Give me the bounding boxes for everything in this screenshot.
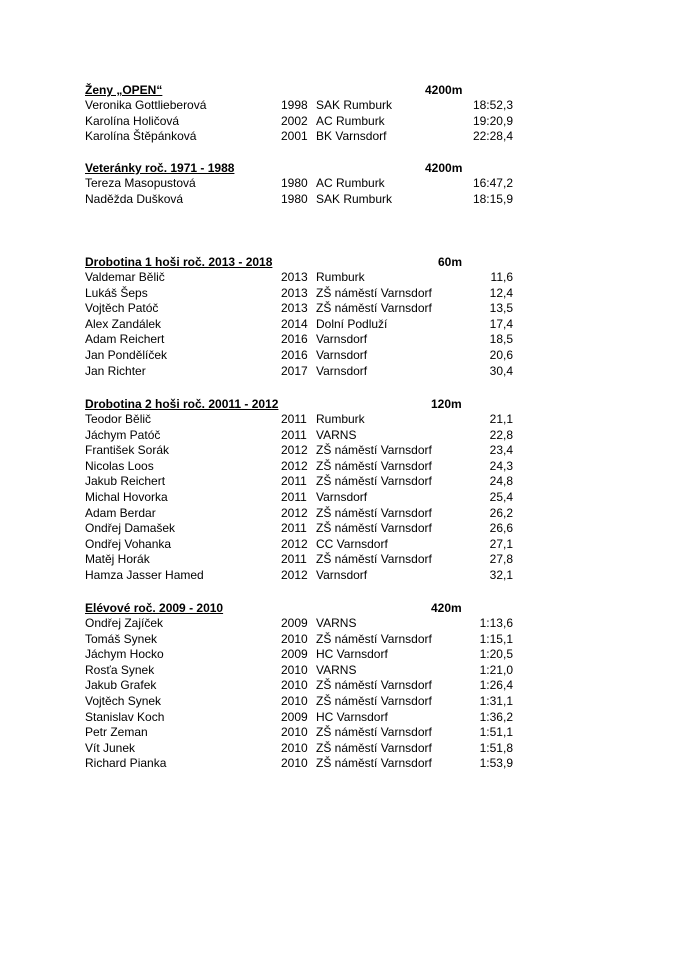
result-row: [85, 270, 525, 286]
birth-year: 2011: [281, 427, 307, 442]
athlete-name: Jáchym Patóč: [85, 427, 161, 442]
result-time: 26,6: [489, 521, 513, 536]
birth-year: 2010: [281, 678, 308, 693]
birth-year: 2010: [281, 693, 308, 708]
result-row: [85, 741, 525, 757]
result-time: 13,5: [489, 301, 513, 316]
section-distance: 4200m: [425, 83, 463, 97]
result-row: [85, 332, 525, 348]
birth-year: 2012: [281, 505, 308, 520]
section-drobotina-1: [85, 254, 525, 379]
result-time: 21,1: [489, 412, 513, 426]
club-name: CC Varnsdorf: [316, 536, 388, 551]
result-row: [85, 537, 525, 553]
athlete-name: Teodor Bělič: [85, 412, 152, 426]
result-row: [85, 129, 525, 145]
result-row: [85, 474, 525, 490]
result-time: 1:53,9: [479, 756, 513, 771]
athlete-name: Jáchym Hocko: [85, 647, 164, 662]
birth-year: 2009: [281, 616, 308, 630]
athlete-name: Stanislav Koch: [85, 709, 165, 724]
result-time: 1:15,1: [479, 631, 513, 646]
section-elevove: [85, 600, 525, 772]
result-time: 1:31,1: [479, 693, 513, 708]
club-name: AC Rumburk: [316, 176, 385, 190]
club-name: VARNS: [316, 616, 357, 630]
result-time: 1:36,2: [479, 709, 513, 724]
athlete-name: Jakub Reichert: [85, 474, 166, 489]
birth-year: 2010: [281, 631, 308, 646]
club-name: Dolní Podluží: [316, 316, 388, 331]
section-drobotina-2: [85, 396, 525, 584]
athlete-name: František Sorák: [85, 443, 170, 458]
section-heading: [85, 254, 525, 270]
athlete-name: Veronika Gottlieberová: [85, 98, 207, 112]
birth-year: 2002: [281, 113, 308, 128]
result-row: [85, 364, 525, 380]
club-name: ZŠ náměstí Varnsdorf: [316, 285, 432, 300]
club-name: ZŠ náměstí Varnsdorf: [316, 301, 432, 316]
athlete-name: Naděžda Dušková: [85, 191, 184, 206]
club-name: ZŠ náměstí Varnsdorf: [316, 443, 432, 458]
birth-year: 2013: [281, 285, 308, 300]
athlete-name: Karolína Holičová: [85, 113, 180, 128]
result-row: [85, 176, 525, 192]
result-time: 19:20,9: [472, 113, 513, 128]
result-time: 32,1: [489, 567, 513, 582]
birth-year: 1998: [281, 98, 308, 112]
club-name: VARNS: [316, 662, 357, 677]
athlete-name: Adam Berdar: [85, 505, 156, 520]
club-name: HC Varnsdorf: [316, 709, 388, 724]
birth-year: 2009: [281, 709, 308, 724]
section-heading: [85, 160, 525, 176]
birth-year: 2010: [281, 756, 308, 771]
athlete-name: Hamza Jasser Hamed: [85, 567, 204, 582]
birth-year: 2012: [281, 443, 308, 458]
result-row: [85, 632, 525, 648]
club-name: Varnsdorf: [316, 347, 368, 362]
result-row: [85, 348, 525, 364]
result-time: 27,8: [489, 552, 513, 567]
birth-year: 2012: [281, 567, 308, 582]
result-time: 30,4: [489, 363, 513, 378]
section-distance: 120m: [431, 397, 462, 411]
birth-year: 2009: [281, 647, 308, 662]
birth-year: 1980: [281, 191, 308, 206]
birth-year: 1980: [281, 176, 308, 190]
result-row: [85, 678, 525, 694]
result-time: 11,6: [490, 270, 513, 284]
result-row: [85, 428, 525, 444]
result-time: 25,4: [489, 489, 513, 504]
result-row: [85, 552, 525, 568]
athlete-name: Matěj Horák: [85, 552, 150, 567]
result-row: [85, 694, 525, 710]
club-name: Rumburk: [316, 412, 365, 426]
athlete-name: Alex Zandálek: [85, 316, 162, 331]
club-name: AC Rumburk: [316, 113, 385, 128]
club-name: Varnsdorf: [316, 363, 368, 378]
result-row: [85, 490, 525, 506]
athlete-name: Valdemar Bělič: [85, 270, 165, 284]
result-time: 1:51,1: [479, 725, 513, 740]
birth-year: 2012: [281, 536, 308, 551]
result-row: [85, 725, 525, 741]
result-time: 18,5: [489, 332, 513, 347]
club-name: ZŠ náměstí Varnsdorf: [316, 693, 432, 708]
result-row: [85, 443, 525, 459]
result-row: [85, 710, 525, 726]
birth-year: 2013: [281, 301, 308, 316]
athlete-name: Ondřej Vohanka: [85, 536, 172, 551]
club-name: ZŠ náměstí Varnsdorf: [316, 505, 432, 520]
birth-year: 2011: [281, 521, 307, 536]
result-time: 23,4: [489, 443, 513, 458]
birth-year: 2011: [281, 412, 307, 426]
result-row: [85, 663, 525, 679]
result-time: 26,2: [489, 505, 513, 520]
section-title: Ženy „OPEN“: [85, 83, 163, 97]
birth-year: 2014: [281, 316, 308, 331]
section-title: Drobotina 2 hoši roč. 20011 - 2012: [85, 397, 279, 411]
section-distance: 420m: [431, 601, 462, 615]
section-distance: 60m: [438, 255, 463, 269]
club-name: ZŠ náměstí Varnsdorf: [316, 725, 432, 740]
athlete-name: Jan Richter: [85, 363, 146, 378]
birth-year: 2011: [281, 474, 307, 489]
club-name: Varnsdorf: [316, 332, 368, 347]
result-row: [85, 506, 525, 522]
result-time: 27,1: [489, 536, 513, 551]
club-name: VARNS: [316, 427, 357, 442]
section-veterans: [85, 160, 525, 207]
athlete-name: Tomáš Synek: [85, 631, 158, 646]
result-row: [85, 192, 525, 208]
result-time: 1:21,0: [479, 662, 513, 677]
birth-year: 2012: [281, 458, 308, 473]
section-title: Elévové roč. 2009 - 2010: [85, 601, 224, 615]
result-time: 18:52,3: [472, 98, 513, 112]
club-name: ZŠ náměstí Varnsdorf: [316, 474, 432, 489]
result-time: 1:13,6: [479, 616, 513, 630]
club-name: Rumburk: [316, 270, 365, 284]
result-row: [85, 114, 525, 130]
athlete-name: Karolína Štěpánková: [85, 129, 197, 144]
section-women-open: [85, 82, 525, 145]
result-time: 22,8: [489, 427, 513, 442]
club-name: ZŠ náměstí Varnsdorf: [316, 458, 432, 473]
athlete-name: Richard Pianka: [85, 756, 167, 771]
athlete-name: Rosťa Synek: [85, 662, 155, 677]
result-time: 24,3: [489, 458, 513, 473]
birth-year: 2010: [281, 740, 308, 755]
athlete-name: Vít Junek: [85, 740, 136, 755]
section-distance: 4200m: [425, 161, 463, 175]
result-time: 24,8: [489, 474, 513, 489]
birth-year: 2011: [281, 552, 307, 567]
athlete-name: Jan Pondělíček: [85, 347, 168, 362]
result-row: [85, 647, 525, 663]
athlete-name: Adam Reichert: [85, 332, 165, 347]
birth-year: 2017: [281, 363, 308, 378]
result-time: 1:51,8: [479, 740, 513, 755]
club-name: ZŠ náměstí Varnsdorf: [316, 740, 432, 755]
result-row: [85, 459, 525, 475]
athlete-name: Jakub Grafek: [85, 678, 157, 693]
result-time: 1:20,5: [479, 647, 513, 662]
result-time: 1:26,4: [479, 678, 513, 693]
result-row: [85, 568, 525, 584]
result-time: 22:28,4: [472, 129, 513, 144]
club-name: Varnsdorf: [316, 567, 368, 582]
club-name: BK Varnsdorf: [316, 129, 387, 144]
result-time: 18:15,9: [472, 191, 513, 206]
result-row: [85, 317, 525, 333]
birth-year: 2011: [281, 489, 307, 504]
result-time: 12,4: [489, 285, 513, 300]
club-name: ZŠ náměstí Varnsdorf: [316, 631, 432, 646]
result-row: [85, 756, 525, 772]
club-name: SAK Rumburk: [316, 98, 393, 112]
section-title: Drobotina 1 hoši roč. 2013 - 2018: [85, 255, 273, 269]
birth-year: 2001: [281, 129, 308, 144]
athlete-name: Ondřej Damašek: [85, 521, 176, 536]
club-name: HC Varnsdorf: [316, 647, 388, 662]
birth-year: 2013: [281, 270, 308, 284]
result-row: [85, 301, 525, 317]
athlete-name: Michal Hovorka: [85, 489, 168, 504]
athlete-name: Lukáš Šeps: [85, 285, 148, 300]
section-title: Veteránky roč. 1971 - 1988: [85, 161, 235, 175]
athlete-name: Nicolas Loos: [85, 458, 154, 473]
result-time: 17,4: [489, 316, 513, 331]
club-name: ZŠ náměstí Varnsdorf: [316, 678, 432, 693]
result-row: [85, 616, 525, 632]
athlete-name: Petr Zeman: [85, 725, 148, 740]
birth-year: 2010: [281, 725, 308, 740]
result-row: [85, 98, 525, 114]
result-time: 16:47,2: [472, 176, 513, 190]
athlete-name: Vojtěch Synek: [85, 693, 162, 708]
birth-year: 2016: [281, 332, 308, 347]
club-name: ZŠ náměstí Varnsdorf: [316, 756, 432, 771]
result-time: 20,6: [489, 347, 513, 362]
athlete-name: Vojtěch Patóč: [85, 301, 159, 316]
section-heading: [85, 82, 525, 98]
athlete-name: Ondřej Zajíček: [85, 616, 164, 630]
birth-year: 2010: [281, 662, 308, 677]
club-name: ZŠ náměstí Varnsdorf: [316, 521, 432, 536]
section-heading: [85, 600, 525, 616]
result-row: [85, 521, 525, 537]
result-row: [85, 286, 525, 302]
athlete-name: Tereza Masopustová: [85, 176, 196, 190]
club-name: SAK Rumburk: [316, 191, 393, 206]
section-heading: [85, 396, 525, 412]
club-name: ZŠ náměstí Varnsdorf: [316, 552, 432, 567]
result-row: [85, 412, 525, 428]
birth-year: 2016: [281, 347, 308, 362]
club-name: Varnsdorf: [316, 489, 368, 504]
